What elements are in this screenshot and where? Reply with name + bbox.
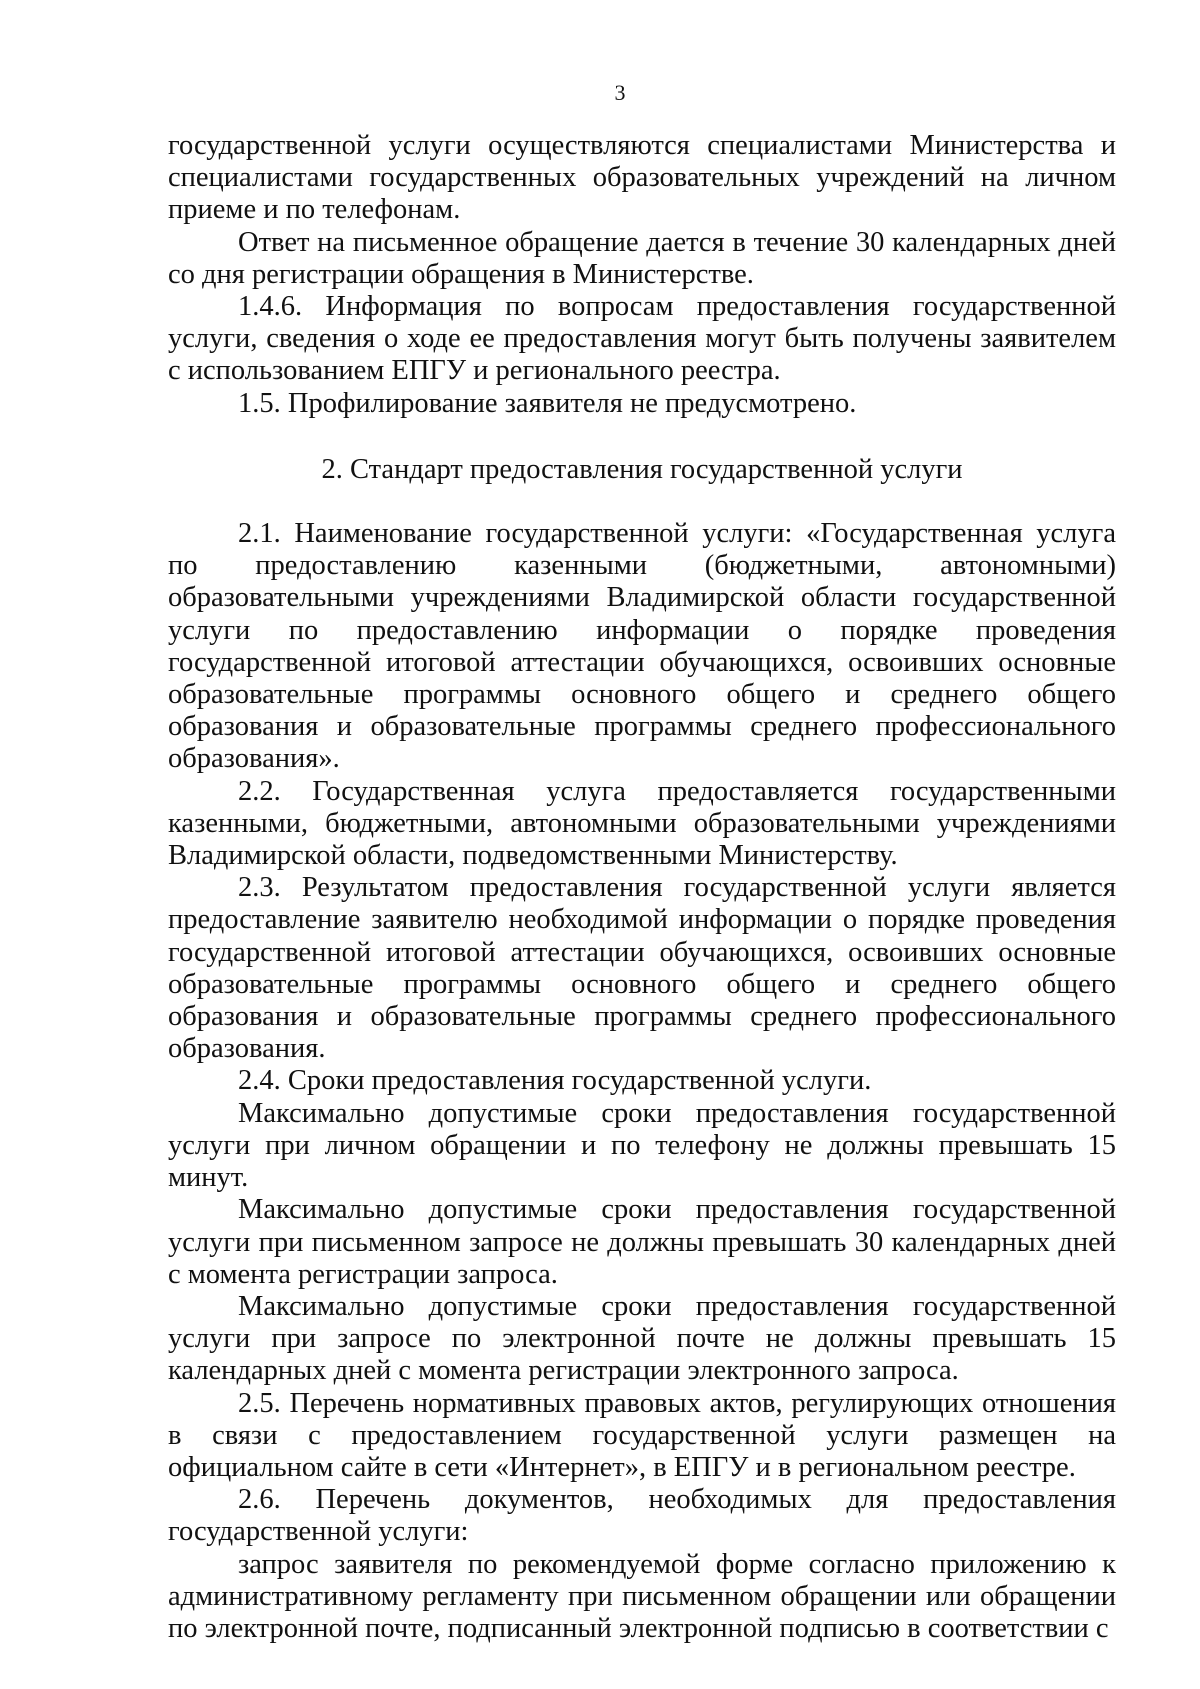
- section-heading: 2. Стандарт предоставления государственной услуги: [321, 453, 963, 485]
- paragraph: 2.5. Перечень нормативных правовых актов, регулирующих отношения в связи с предоставлением государственной услуги размещен на официальном сайте в сети «Интернет», в ЕПГУ и в региональном реестре.: [168, 1387, 1116, 1483]
- paragraph: 2.2. Государственная услуга предоставляется государственными казенными, бюджетными, автономными образовательными учреждениями Владимирской области, подведомственными Министерству.: [168, 775, 1116, 872]
- paragraph: Ответ на письменное обращение дается в течение 30 календарных дней со дня регистрации обращения в Министерстве.: [168, 226, 1116, 290]
- paragraph: Максимально допустимые сроки предоставления государственной услуги при письменном запросе не должны превышать 30 календарных дней с момента регистрации запроса.: [168, 1194, 1116, 1290]
- paragraph: 1.5. Профилирование заявителя не предусмотрено.: [238, 387, 857, 419]
- paragraph: 2.6. Перечень документов, необходимых для предоставления государственной услуги:: [168, 1484, 1116, 1548]
- paragraph: 1.4.6. Информация по вопросам предоставления государственной услуги, сведения о ходе ее предоставления могут быть получены заявителем с использованием ЕПГУ и регионального реестра.: [168, 291, 1116, 387]
- paragraph: Максимально допустимые сроки предоставления государственной услуги при личном обращении и по телефону не должны превышать 15 минут.: [168, 1097, 1116, 1194]
- paragraph: запрос заявителя по рекомендуемой форме согласно приложению к административному регламенту при письменном обращении или обращении по электронной почте, подписанный электронной подписью в соответствии с: [168, 1548, 1116, 1644]
- paragraph: Максимально допустимые сроки предоставления государственной услуги при запросе по электронной почте не должны превышать 15 календарных дней с момента регистрации электронного запроса.: [168, 1290, 1116, 1387]
- paragraph: 2.4. Сроки предоставления государственной услуги.: [238, 1065, 872, 1097]
- page-number: 3: [614, 80, 626, 105]
- paragraph: 2.1. Наименование государственной услуги: «Государственная услуга по предоставлению казенными (бюджетными, автономными) образовательными учреждениями Владимирской области государственной услуги по предоставлению информации о порядке проведения государственной итоговой аттестации обучающихся, освоивших основные образовательные программы основного общего и среднего общего образования и образовательные программы среднего профессионального образования».: [168, 518, 1116, 775]
- paragraph: государственной услуги осуществляются специалистами Министерства и специалистами государственных образовательных учреждений на личном приеме и по телефонам.: [168, 130, 1116, 226]
- document-body: [168, 130, 1116, 1645]
- paragraph: 2.3. Результатом предоставления государственной услуги является предоставление заявителю необходимой информации о порядке проведения государственной итоговой аттестации обучающихся, освоивших основные образовательные программы основного общего и среднего общего образования и образовательные программы среднего профессионального образования.: [168, 872, 1116, 1065]
